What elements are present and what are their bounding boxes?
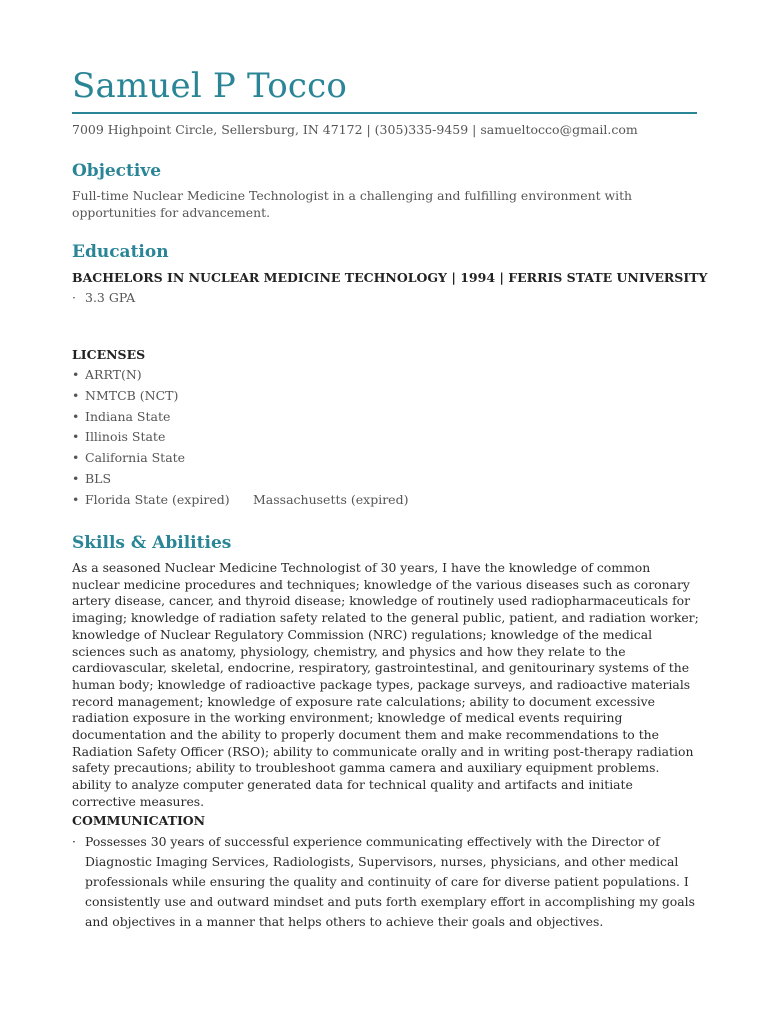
- license-item: Indiana State: [85, 408, 171, 424]
- objective-text: Full-time Nuclear Medicine Technologist in a challenging and fulfilling environment with opportunities for advancement.: [72, 188, 633, 220]
- communication-item: Possesses 30 years of successful experience communicating effectively with the Director of Diagnostic Imaging Services, Radiologists, Supervisors, nurses, physicians, and other medical professionals while ensuring the quality and continuity of care for diverse patient populations. I consistently use and outward mindset and puts forth exemplary effort in accomplishing my goals and objectives in a manner that helps others to achieve their goals and objectives.: [85, 834, 695, 929]
- education-item: 3.3 GPA: [85, 290, 136, 305]
- license-item: BLS: [85, 470, 112, 486]
- license-item: NMTCB (NCT): [85, 387, 179, 403]
- contact-line: 7009 Highpoint Circle, Sellersburg, IN 47172 | (305)335-9459 | samueltocco@gmail.com: [72, 122, 638, 137]
- education-heading: Education: [72, 242, 169, 262]
- license-item: Florida State (expired): [85, 491, 230, 507]
- header-divider: [72, 112, 697, 114]
- degree-title: BACHELORS IN NUCLEAR MEDICINE TECHNOLOGY | 1994 | FERRIS STATE UNIVERSITY: [72, 270, 708, 285]
- bullet-icon: ·: [72, 290, 76, 305]
- bullet-icon: •: [72, 408, 80, 424]
- bullet-icon: •: [72, 429, 80, 445]
- skills-heading: Skills & Abilities: [72, 533, 232, 553]
- objective-heading: Objective: [72, 161, 162, 181]
- license-item: ARRT(N): [85, 367, 142, 382]
- candidate-name: Samuel P Tocco: [72, 66, 348, 106]
- bullet-icon: •: [72, 470, 80, 486]
- communication-heading: COMMUNICATION: [72, 813, 206, 828]
- skills-text: As a seasoned Nuclear Medicine Technologist of 30 years, I have the knowledge of common nuclear medicine procedures and techniques; knowledge of the various diseases such as coronary artery disease, cancer, and thyroid disease; knowledge of routinely used radiopharmaceuticals for imaging; knowledge of radiation safety related to the general public, patient, and radiation worker; knowledge of Nuclear Regulatory Commission (NRC) regulations; knowledge of the medical sciences such as anatomy, physiology, chemistry, and physics and how they relate to the cardiovascular, skeletal, endocrine, respiratory, gastrointestinal, and genitourinary systems of the human body; knowledge of radioactive package types, package surveys, and radioactive materials record management; knowledge of exposure rate calculations; ability to document excessive radiation exposure in the working environment; knowledge of medical events requiring documentation and the ability to properly document them and make recommendations to the Radiation Safety Officer (RSO); ability to communicate orally and in writing post-therapy radiation safety precautions; ability to troubleshoot gamma camera and auxiliary equipment problems. ability to analyze computer generated data for technical quality and artifacts and initiate corrective measures.: [72, 560, 699, 809]
- license-item: California State: [85, 450, 186, 466]
- license-item-extra: Massachusetts (expired): [253, 491, 409, 507]
- list-item: [72, 832, 698, 932]
- bullet-icon: •: [72, 450, 80, 466]
- bullet-icon: •: [72, 387, 80, 403]
- licenses-heading: LICENSES: [72, 347, 146, 362]
- bullet-icon: •: [72, 491, 80, 507]
- license-item: Illinois State: [85, 429, 166, 445]
- bullet-icon: •: [72, 367, 80, 382]
- communication-list: [72, 832, 698, 932]
- bullet-icon: ·: [72, 834, 76, 849]
